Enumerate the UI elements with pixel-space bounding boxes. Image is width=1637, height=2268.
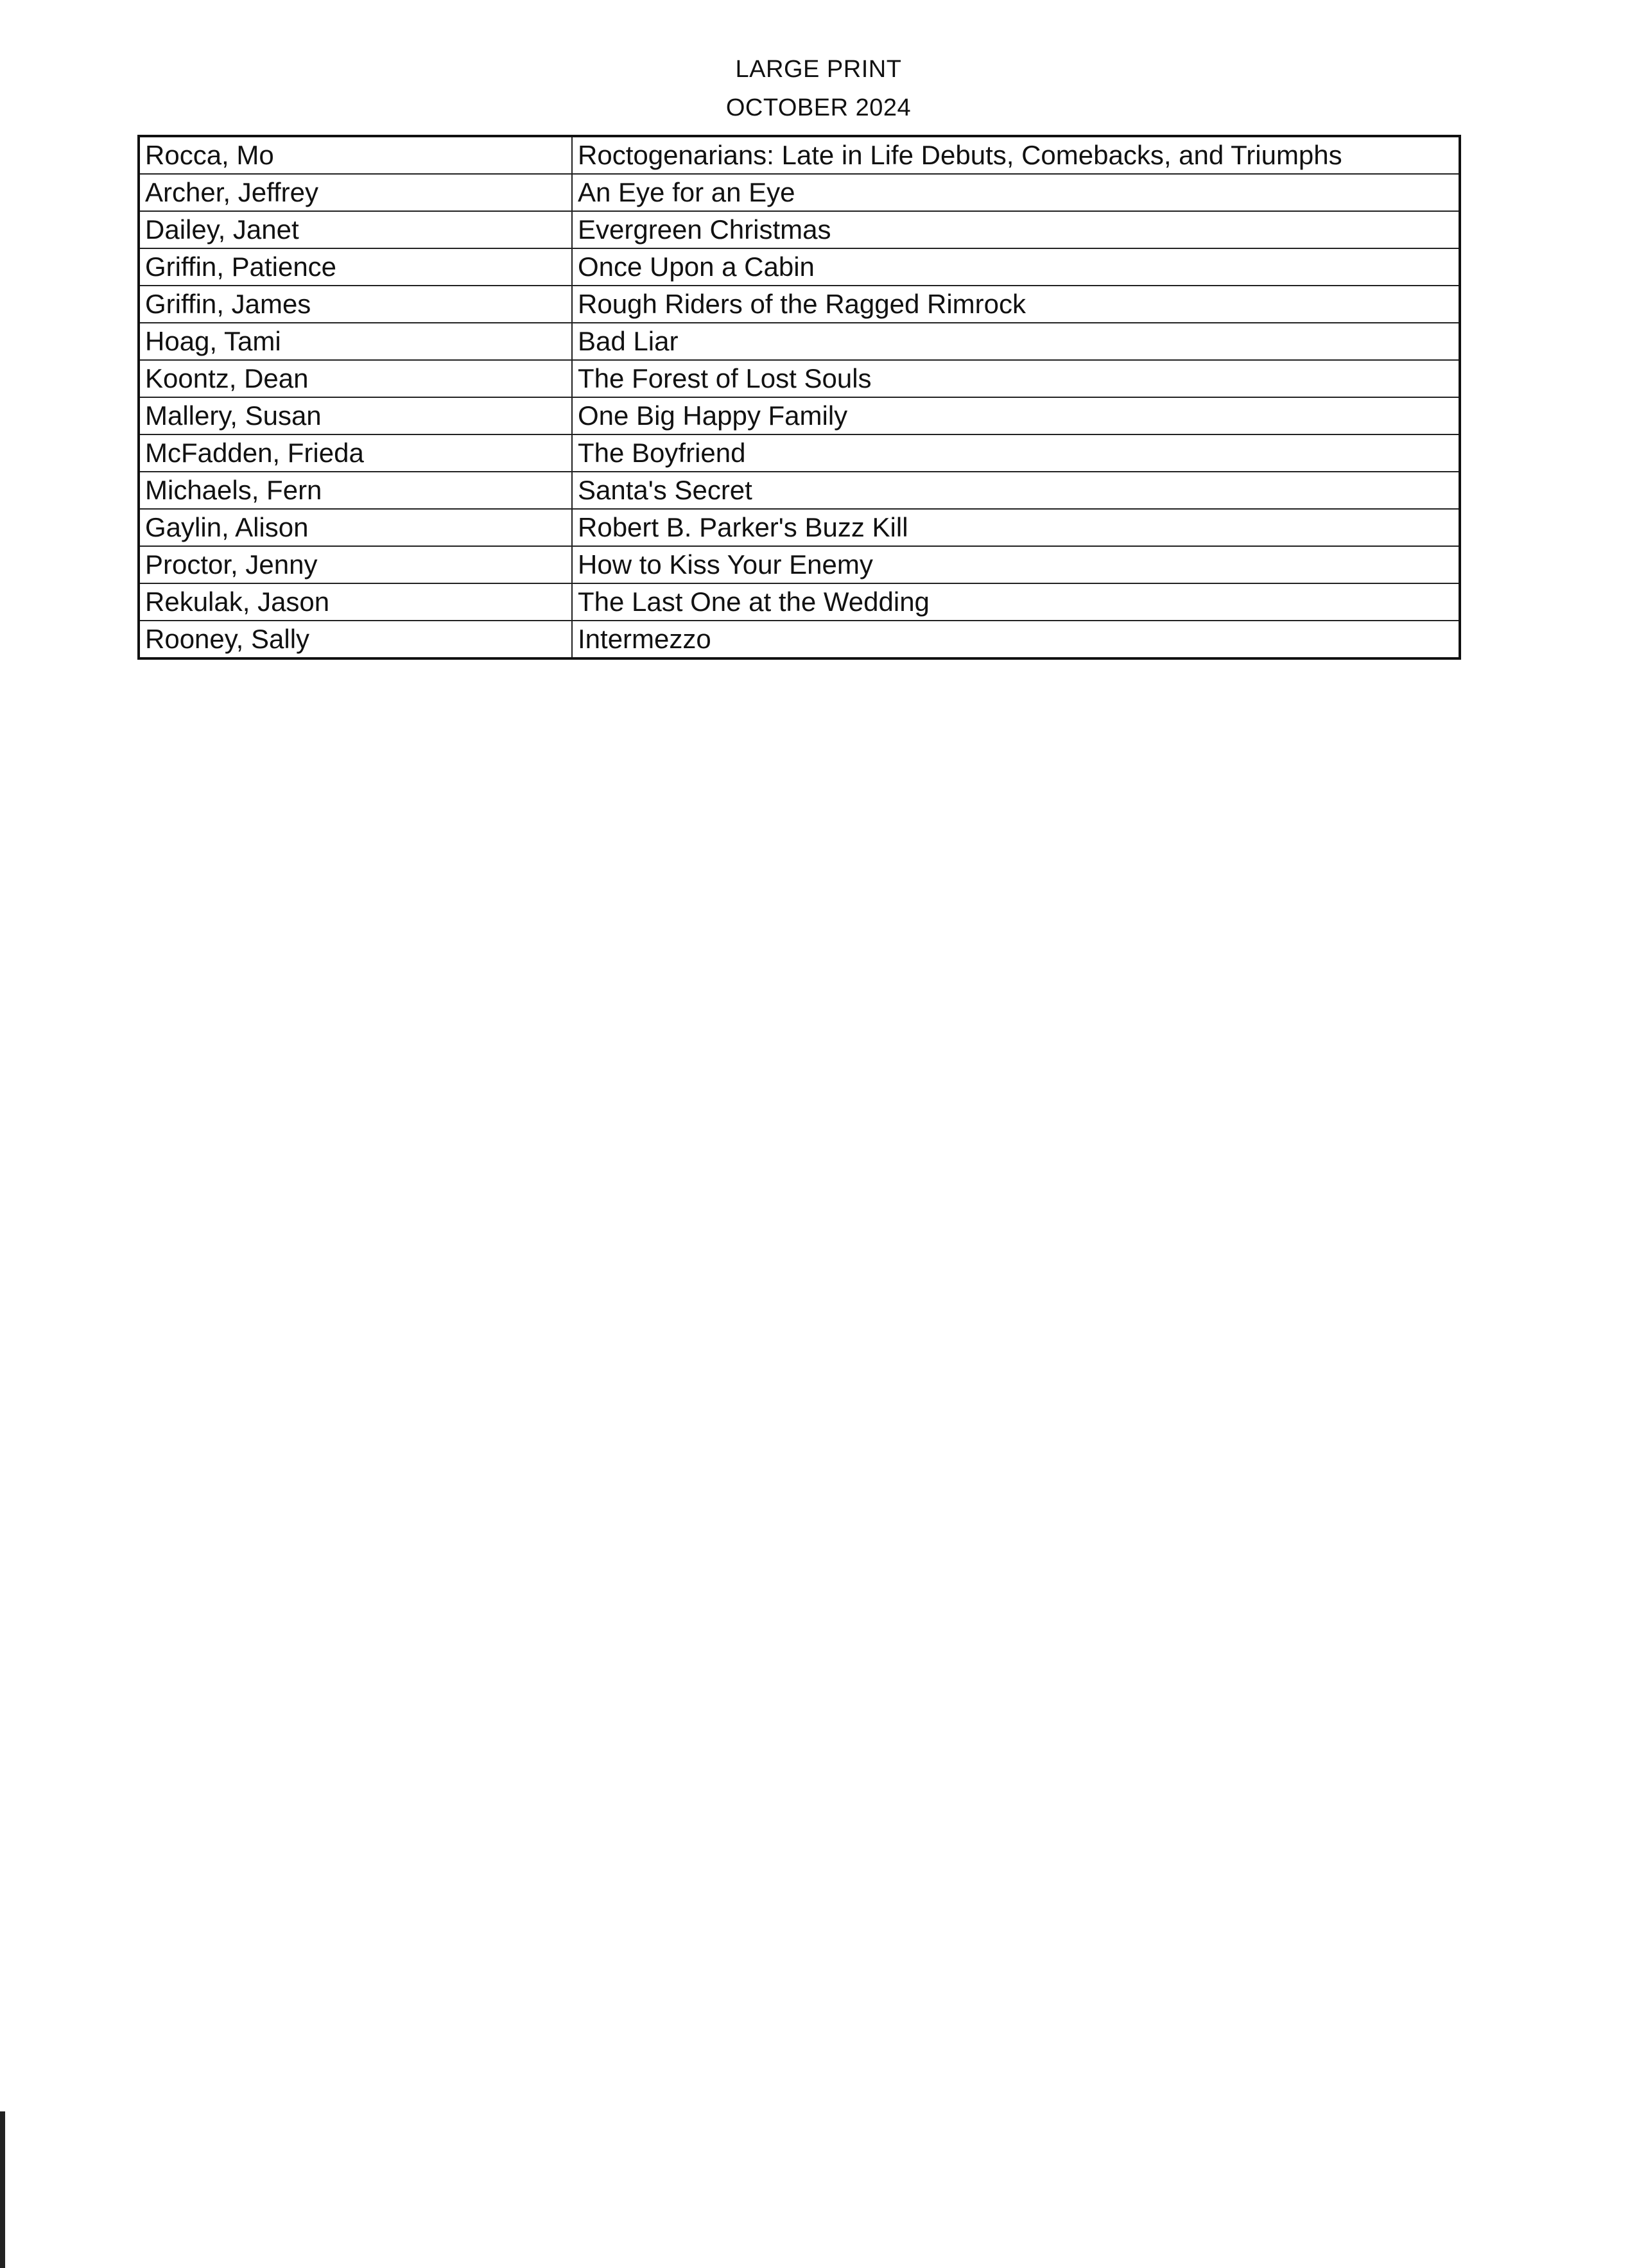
title-cell: The Forest of Lost Souls <box>572 360 1460 397</box>
table-row <box>139 136 1460 174</box>
table-row <box>139 286 1460 323</box>
title-cell: The Last One at the Wedding <box>572 583 1460 621</box>
title-cell: Once Upon a Cabin <box>572 248 1460 286</box>
author-cell: Rooney, Sally <box>139 621 572 658</box>
title-cell: An Eye for an Eye <box>572 174 1460 211</box>
author-cell: Dailey, Janet <box>139 211 572 248</box>
table-row <box>139 248 1460 286</box>
title-cell: Roctogenarians: Late in Life Debuts, Comebacks, and Triumphs <box>572 136 1460 174</box>
author-cell: Griffin, Patience <box>139 248 572 286</box>
title-cell: Evergreen Christmas <box>572 211 1460 248</box>
title-cell: Rough Riders of the Ragged Rimrock <box>572 286 1460 323</box>
table-row <box>139 546 1460 583</box>
title-cell: How to Kiss Your Enemy <box>572 546 1460 583</box>
title-cell: Robert B. Parker's Buzz Kill <box>572 509 1460 546</box>
author-cell: Mallery, Susan <box>139 397 572 434</box>
table-row <box>139 509 1460 546</box>
author-cell: Gaylin, Alison <box>139 509 572 546</box>
author-cell: Proctor, Jenny <box>139 546 572 583</box>
author-cell: Griffin, James <box>139 286 572 323</box>
table-row <box>139 583 1460 621</box>
table-row <box>139 360 1460 397</box>
page-subtitle-date: OCTOBER 2024 <box>725 94 912 121</box>
table-row <box>139 174 1460 211</box>
table-row <box>139 397 1460 434</box>
title-cell: Santa's Secret <box>572 472 1460 509</box>
author-cell: Koontz, Dean <box>139 360 572 397</box>
author-cell: Rocca, Mo <box>139 136 572 174</box>
title-cell: One Big Happy Family <box>572 397 1460 434</box>
table-row <box>139 621 1460 658</box>
scan-edge-mark <box>0 2111 5 2268</box>
table-row <box>139 434 1460 472</box>
author-cell: Archer, Jeffrey <box>139 174 572 211</box>
table-row <box>139 472 1460 509</box>
book-list-table <box>137 135 1461 660</box>
title-cell: Intermezzo <box>572 621 1460 658</box>
title-cell: Bad Liar <box>572 323 1460 360</box>
table-row <box>139 211 1460 248</box>
table-row <box>139 323 1460 360</box>
author-cell: Michaels, Fern <box>139 472 572 509</box>
author-cell: Rekulak, Jason <box>139 583 572 621</box>
author-cell: McFadden, Frieda <box>139 434 572 472</box>
author-cell: Hoag, Tami <box>139 323 572 360</box>
page-title: LARGE PRINT <box>735 56 902 83</box>
title-cell: The Boyfriend <box>572 434 1460 472</box>
